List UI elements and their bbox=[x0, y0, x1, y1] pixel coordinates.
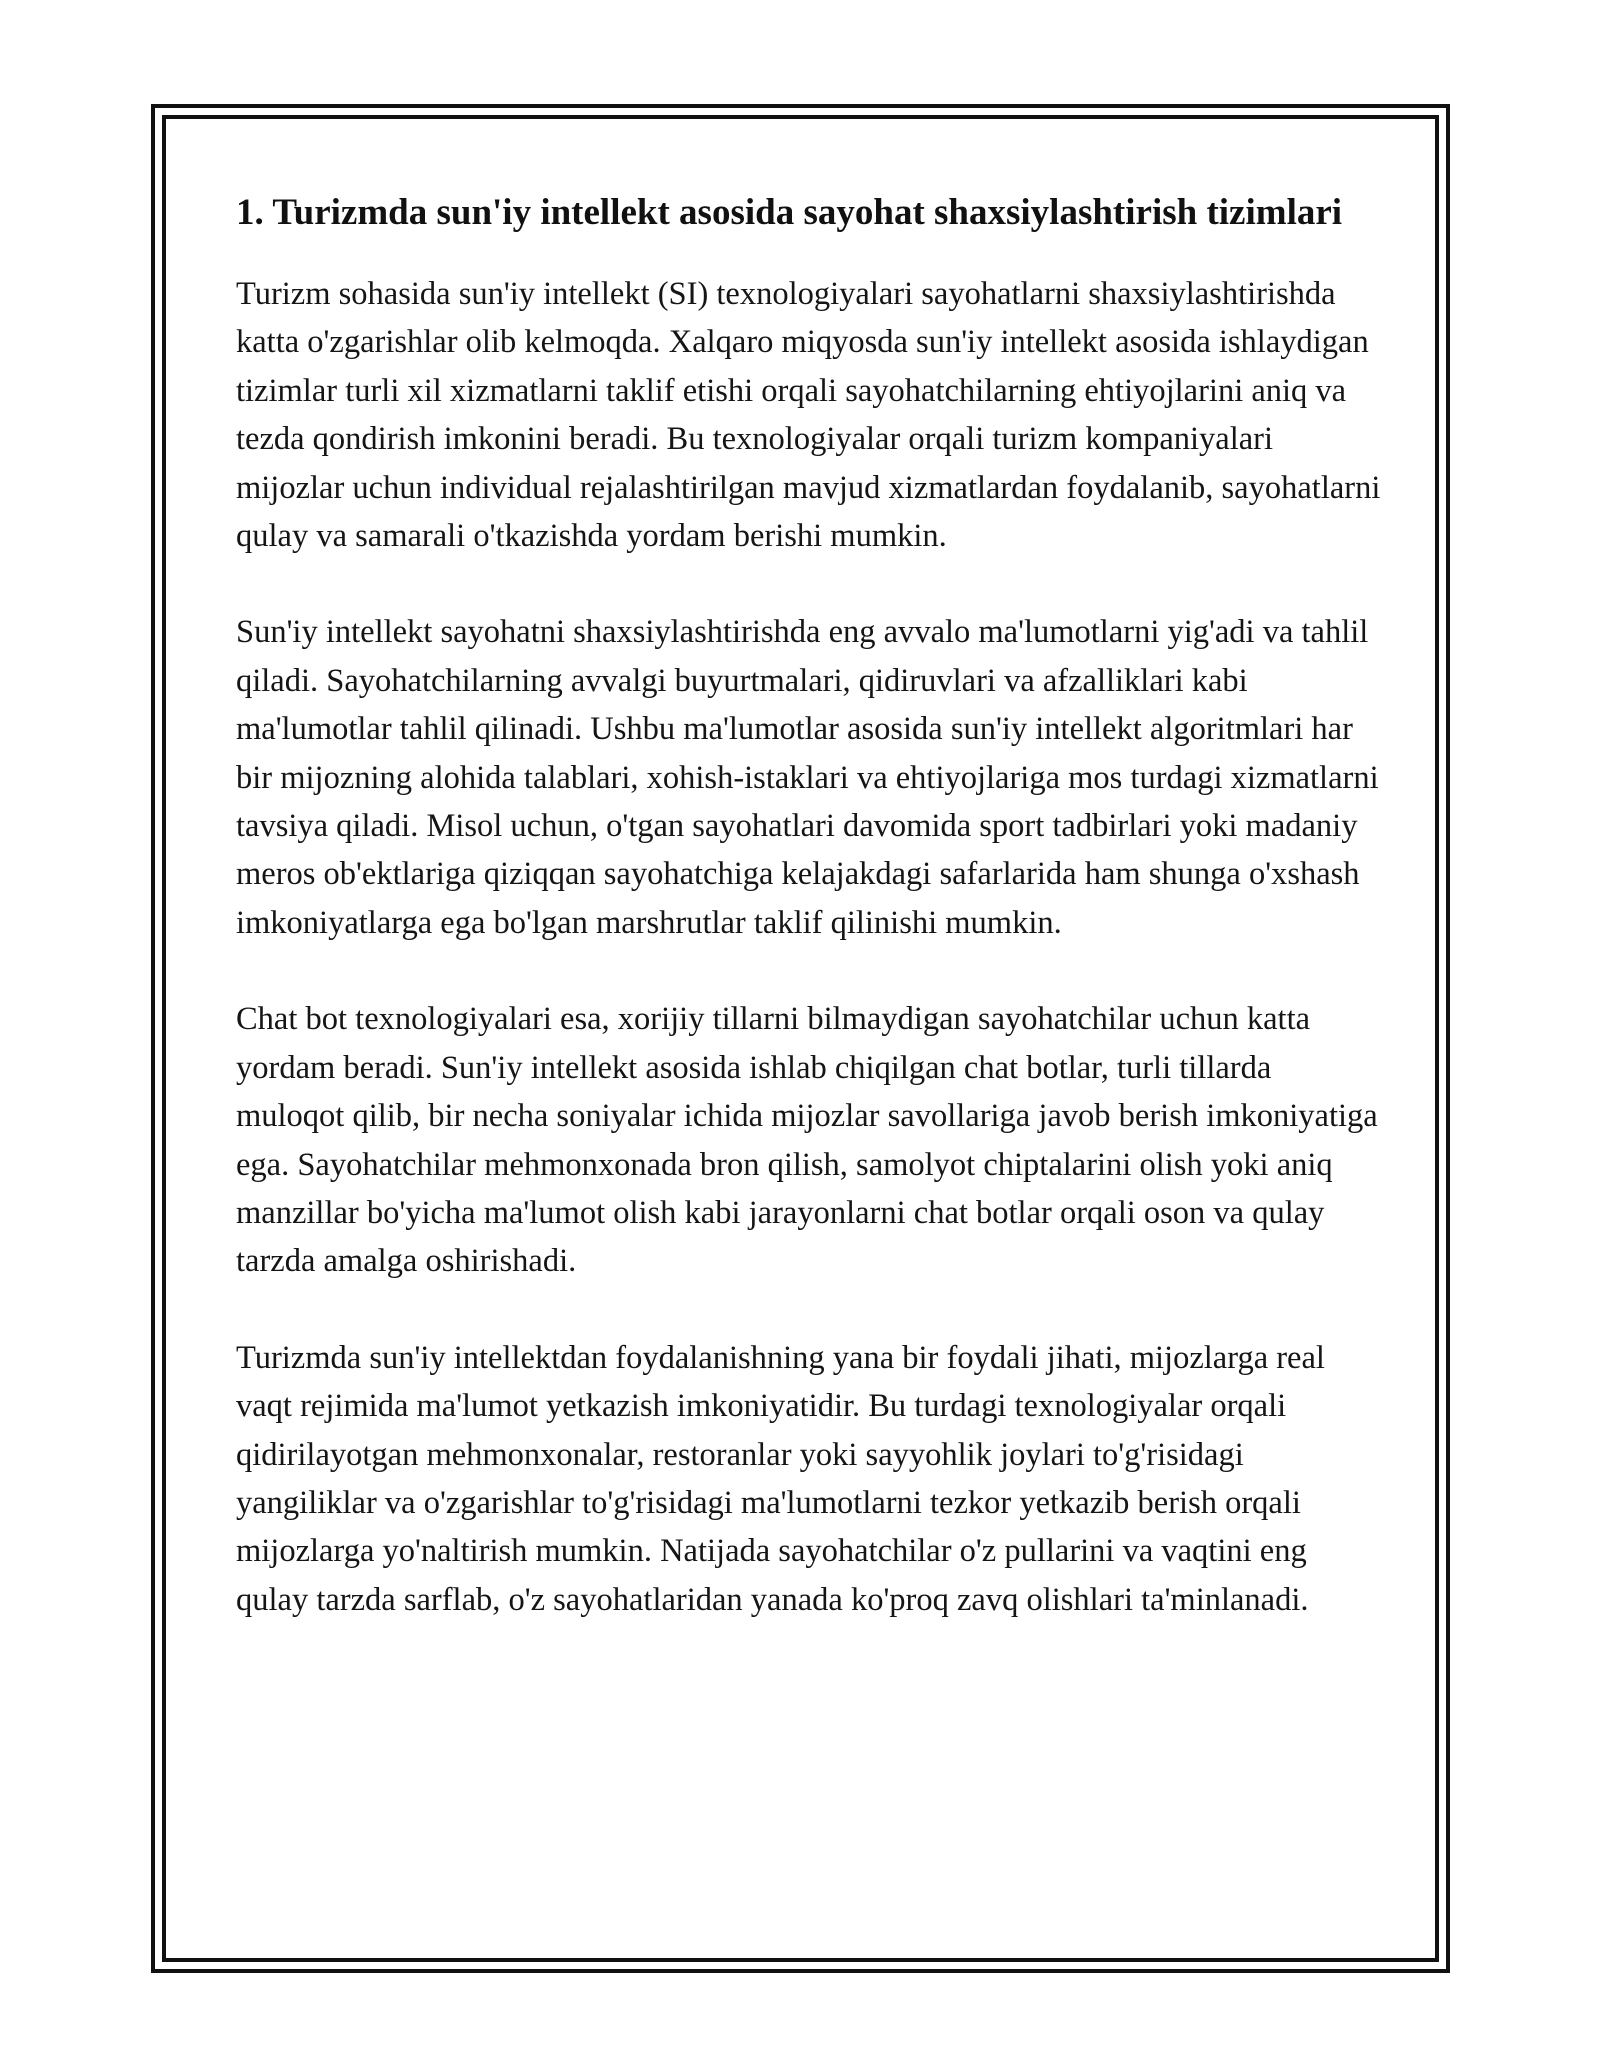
paragraph-chat-bots: Chat bot texnologiyalari esa, xorijiy tillarni bilmaydigan sayohatchilar uchun katta yordam beradi. Sun'iy intellekt asosida ishlab chiqilgan chat botlar, turli tillarda muloqot qilib, bir necha soniyalar ichida mijozlar savollariga javob berish imkoniyatiga ega. Sayohatchilar mehmonxonada bron qilish, samolyot chiptalarini olish yoki aniq manzillar bo'yicha ma'lumot olish kabi jarayonlarni chat botlar orqali oson va qulay tarzda amalga oshirishadi. bbox=[236, 1001, 1378, 1280]
paragraph-data-analysis: Sun'iy intellekt sayohatni shaxsiylashtirishda eng avvalo ma'lumotlarni yig'adi va tahlil qiladi. Sayohatchilarning avvalgi buyurtmalari, qidiruvlari va afzalliklari kabi ma'lumotlar tahlil qilinadi. Ushbu ma'lumotlar asosida sun'iy intellekt algoritmlari har bir mijozning alohida talablari, xohish-istaklari va ehtiyojlariga mos turdagi xizmatlarni tavsiya qiladi. Misol uchun, o'tgan sayohatlari davomida sport tadbirlari yoki madaniy meros ob'ektlariga qiziqqan sayohatchiga kelajakdagi safarlarida ham shunga o'xshash imkoniyatlarga ega bo'lgan marshrutlar taklif qilinishi mumkin. bbox=[236, 614, 1379, 941]
document-content bbox=[236, 186, 1386, 1672]
paragraph-real-time-info: Turizmda sun'iy intellektdan foydalanishning yana bir foydali jihati, mijozlarga real vaqt rejimida ma'lumot yetkazish imkoniyatidir. Bu turdagi texnologiyalar orqali qidirilayotgan mehmonxonalar, restoranlar yoki sayyohlik joylari to'g'risidagi yangiliklar va o'zgarishlar to'g'risidagi ma'lumotlarni tezkor yetkazib berish orqali mijozlarga yo'naltirish mumkin. Natijada sayohatchilar o'z pullarini va vaqtini eng qulay tarzda sarflab, o'z sayohatlaridan yanada ko'proq zavq olishlari ta'minlanadi. bbox=[236, 1339, 1325, 1618]
paragraph-intro: Turizm sohasida sun'iy intellekt (SI) texnologiyalari sayohatlarni shaxsiylashtirishda katta o'zgarishlar olib kelmoqda. Xalqaro miqyosda sun'iy intellekt asosida ishlaydigan tizimlar turli xil xizmatlarni taklif etishi orqali sayohatchilarning ehtiyojlarini aniq va tezda qondirish imkonini beradi. Bu texnologiyalar orqali turizm kompaniyalari mijozlar uchun individual rejalashtirilgan mavjud xizmatlardan foydalanib, sayohatlarni qulay va samarali o'tkazishda yordam berishi mumkin. bbox=[236, 276, 1381, 555]
section-title: 1. Turizmda sun'iy intellekt asosida sayohat shaxsiylashtirish tizimlari bbox=[236, 192, 1343, 233]
